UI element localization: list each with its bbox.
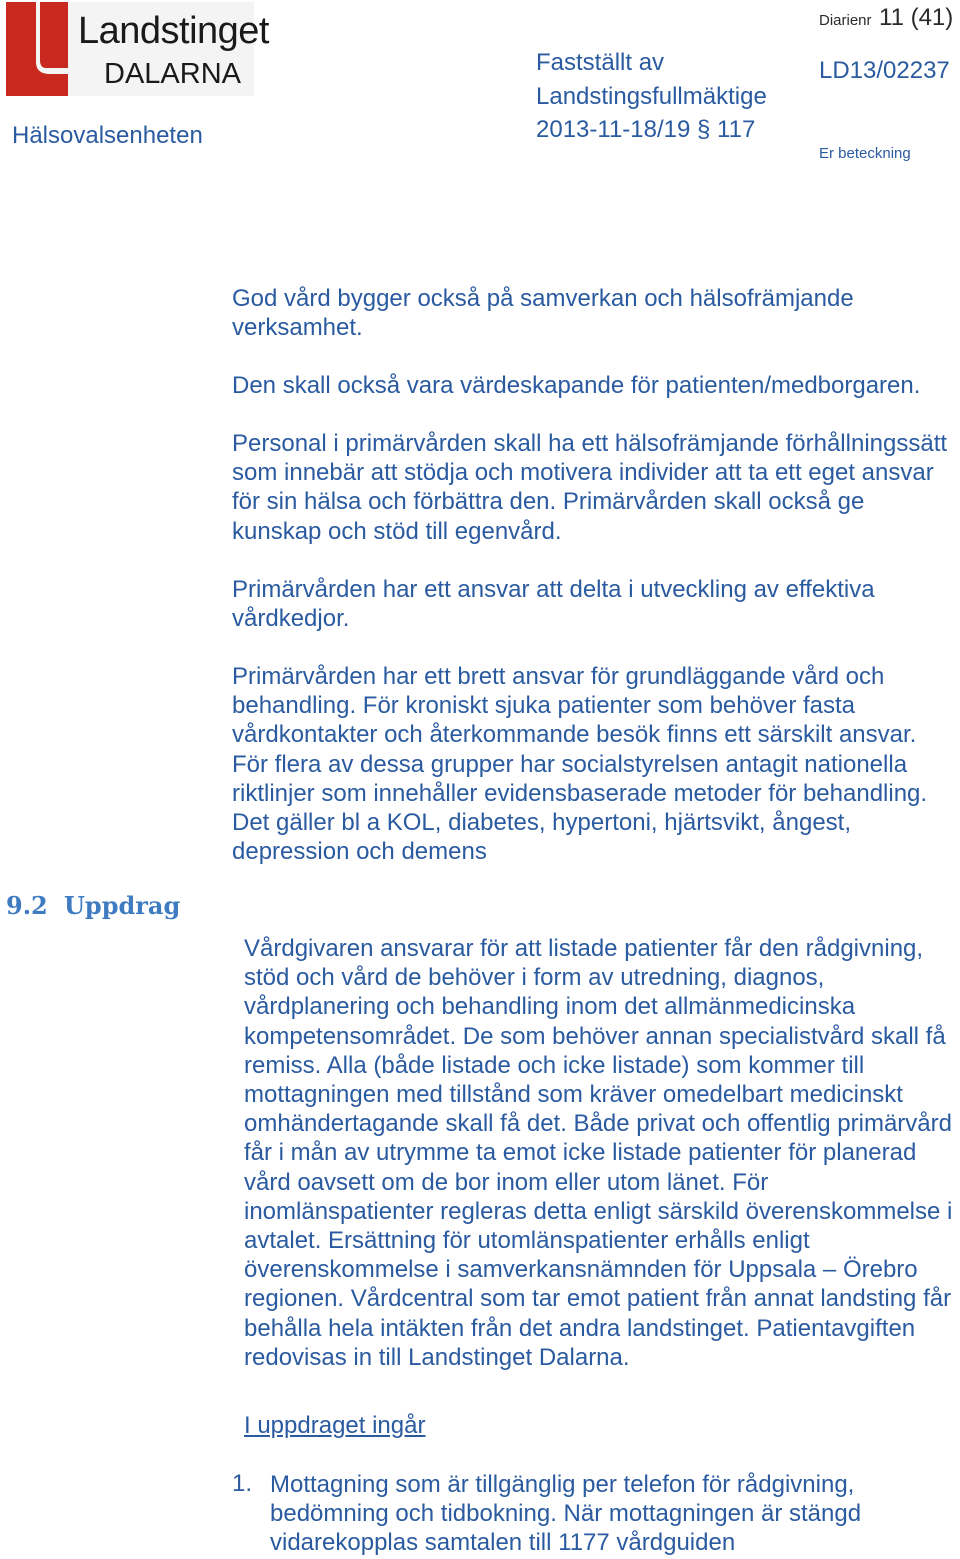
- paragraph: Primärvården har ett ansvar att delta i utveckling av effektiva vårdkedjor.: [232, 576, 875, 633]
- approval-block: [536, 46, 767, 147]
- logo-text-dalarna: DALARNA: [104, 58, 241, 90]
- diarie-label: Diarienr: [819, 12, 872, 29]
- paragraph: Den skall också vara värdeskapande för patienten/medborgaren.: [232, 372, 921, 399]
- list-item: Mottagning som är tillgänglig per telefon för rådgivning, bedömning och tidbokning. När mottagningen är stängd vidarekopplas samtalen till 1177 vårdguiden: [270, 1471, 862, 1557]
- approval-line-2: Landstingsfullmäktige: [536, 82, 767, 110]
- section-number: 9.2: [6, 891, 48, 920]
- logo-text-landstinget: Landstinget: [78, 10, 269, 52]
- unit-name: Hälsovalsenheten: [12, 122, 203, 149]
- approval-line-3: 2013-11-18/19 § 117: [536, 116, 756, 143]
- landstinget-dalarna-logo: [6, 2, 269, 96]
- page-number: 11 (41): [879, 4, 954, 31]
- paragraph: God vård bygger också på samverkan och hälsofrämjande verksamhet.: [232, 285, 854, 342]
- subheading: I uppdraget ingår: [244, 1412, 426, 1439]
- section-title: Uppdrag: [64, 891, 181, 920]
- section-paragraph: Vårdgivaren ansvarar för att listade patienter får den rådgivning, stöd och vård de behöver i form av utredning, diagnos, vårdplanering och behandling inom det allmänmedicinska kompetensområdet. De som behöver annan specialistvård skall få remiss. Alla (både listade och icke listade) som kommer till mottagningen med tillstånd som kräver omedelbart medicinskt omhändertagande skall få det. Både privat och offentlig primärvård får i mån av utrymme ta emot icke listade patienter för planerad vård oavsett om de bor inom eller utom länet. För inomlänspatienter regleras detta enligt särskild överenskommelse i avtalet. Ersättning för utomlänspatienter erhålls enligt överenskommelse i samverkansnämnden för Uppsala – Örebro regionen. Vårdcentral som tar emot patient från annat landsting får behålla hela intäkten från det andra landstinget. Patientavgiften redovisas in till Landstinget Dalarna.: [244, 935, 953, 1371]
- section-heading: [6, 891, 180, 920]
- approval-line-1: Fastställt av: [536, 49, 665, 76]
- paragraph: Personal i primärvården skall ha ett hälsofrämjande förhållningssätt som innebär att stödja och motivera individer att ta ett eget ansvar för sin hälsa och förbättra den. Primärvården skall också ge kunskap och stöd till egenvård.: [232, 430, 948, 545]
- paragraph: Primärvården har ett brett ansvar för grundläggande vård och behandling. För kroniskt sjuka patienter som behöver fasta vårdkontakter och återkommande besök finns ett särskilt ansvar. För flera av dessa grupper har socialstyrelsen antagit nationella riktlinjer som innehåller evidensbaserade metoder för behandling. Det gäller bl a KOL, diabetes, hypertoni, hjärtsvikt, ångest, depression och demens: [232, 663, 928, 866]
- list-item-number: 1.: [232, 1470, 253, 1497]
- diarie-number: LD13/02237: [819, 57, 950, 84]
- reference-label: Er beteckning: [819, 145, 911, 162]
